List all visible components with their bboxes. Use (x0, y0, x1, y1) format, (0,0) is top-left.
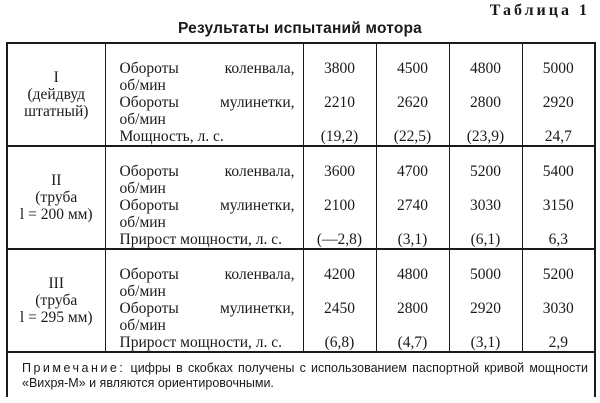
parameter-word: коленвала, (224, 60, 295, 77)
value-column (449, 249, 522, 352)
value-column (376, 43, 449, 146)
value-cell: (19,2) (320, 128, 359, 145)
value-cell: (6,8) (324, 334, 355, 351)
note-row (7, 352, 595, 397)
value-cell: 5200 (542, 266, 574, 283)
group-label-line: (дейдвуд (27, 86, 86, 103)
value-cell: 4800 (470, 60, 501, 77)
parameter-word: мулинетки, (219, 94, 295, 111)
parameter-unit: об/мин (119, 180, 166, 197)
group-label-line: I (53, 69, 59, 86)
value-cell: 4200 (324, 266, 355, 283)
value-cell: 5200 (470, 163, 501, 180)
group-label (7, 146, 105, 249)
parameter-word: коленвала, (224, 163, 295, 180)
value-cell: 2800 (397, 300, 428, 317)
group-label-line: III (48, 275, 64, 292)
value-cell: 5400 (542, 163, 574, 180)
parameter-word: Обороты (119, 197, 179, 214)
parameter-names (105, 249, 303, 352)
value-cell: 3030 (542, 300, 574, 317)
results-table (6, 42, 596, 397)
table-note (7, 352, 595, 397)
value-cell: (22,5) (393, 128, 432, 145)
value-cell: 5000 (470, 266, 501, 283)
parameter-unit: об/мин (119, 111, 166, 128)
value-cell: 24,7 (544, 128, 572, 145)
value-cell: 5000 (542, 60, 574, 77)
value-cell: 2920 (542, 94, 574, 111)
value-cell: 3030 (470, 197, 501, 214)
value-column (449, 43, 522, 146)
value-cell: (3,1) (397, 231, 428, 248)
value-cell: 2620 (397, 94, 428, 111)
group-label (7, 249, 105, 352)
parameter-name (120, 197, 303, 231)
group-label-line: (труба (35, 292, 78, 309)
value-cell: 2100 (324, 197, 355, 214)
parameter-word: коленвала, (224, 266, 295, 283)
value-cell: 2920 (470, 300, 501, 317)
value-column (449, 146, 522, 249)
test-group-row (7, 43, 595, 146)
parameter-unit: об/мин (119, 317, 166, 334)
value-cell: (6,1) (470, 231, 501, 248)
parameter-word: Обороты (119, 300, 179, 317)
value-column (376, 249, 449, 352)
parameter-name (120, 334, 303, 351)
parameter-word: Обороты (119, 94, 179, 111)
parameter-name (120, 128, 303, 145)
parameter-name (120, 266, 303, 300)
group-label-line: l = 200 мм) (19, 206, 93, 223)
parameter-name (120, 94, 303, 128)
group-label-line: штатный) (24, 103, 89, 120)
table-title: Результаты испытаний мотора (177, 20, 423, 37)
value-cell: (—2,8) (316, 231, 363, 248)
value-cell: 2,9 (548, 334, 568, 351)
value-column (303, 146, 376, 249)
parameter-word: Обороты (119, 60, 179, 77)
group-label-line: l = 295 мм) (19, 309, 93, 326)
group-label-line: II (51, 172, 62, 189)
value-cell: 6,3 (548, 231, 568, 248)
parameter-name (120, 231, 303, 248)
value-column (303, 43, 376, 146)
parameter-word: Прирост мощности, л. с. (119, 334, 283, 351)
parameter-unit: об/мин (119, 283, 166, 300)
group-label (7, 43, 105, 146)
value-column (303, 249, 376, 352)
value-cell: 3600 (324, 163, 355, 180)
value-cell: 4500 (397, 60, 428, 77)
parameter-word: мулинетки, (219, 300, 295, 317)
group-label-line: (труба (35, 189, 78, 206)
value-cell: 3800 (324, 60, 355, 77)
note-label: Примечание: (22, 361, 126, 375)
parameter-word: Прирост мощности, л. с. (119, 231, 283, 248)
parameter-unit: об/мин (119, 214, 166, 231)
table-number: Таблица 1 (489, 2, 590, 19)
parameter-name (120, 163, 303, 197)
value-cell: 4800 (397, 266, 428, 283)
value-cell: 2800 (470, 94, 501, 111)
value-cell: (3,1) (470, 334, 501, 351)
value-cell: 4700 (397, 163, 428, 180)
value-cell: (4,7) (397, 334, 428, 351)
value-cell: 2740 (397, 197, 428, 214)
test-group-row (7, 146, 595, 249)
value-column (522, 249, 595, 352)
parameter-name (120, 300, 303, 334)
note-text: цифры в скобках получены с использованием паспортной кривой мощности «Вихря-М» и являются ориентировочными. (22, 361, 588, 390)
test-group-row (7, 249, 595, 352)
parameter-word: Обороты (119, 266, 179, 283)
parameter-word: Мощность, л. с. (119, 128, 224, 145)
value-column (376, 146, 449, 249)
value-cell: (23,9) (466, 128, 505, 145)
parameter-unit: об/мин (119, 77, 166, 94)
value-column (522, 146, 595, 249)
value-cell: 3150 (542, 197, 574, 214)
parameter-name (120, 60, 303, 94)
value-column (522, 43, 595, 146)
value-cell: 2210 (324, 94, 355, 111)
parameter-word: мулинетки, (219, 197, 295, 214)
parameter-word: Обороты (119, 163, 179, 180)
value-cell: 2450 (324, 300, 355, 317)
parameter-names (105, 43, 303, 146)
parameter-names (105, 146, 303, 249)
